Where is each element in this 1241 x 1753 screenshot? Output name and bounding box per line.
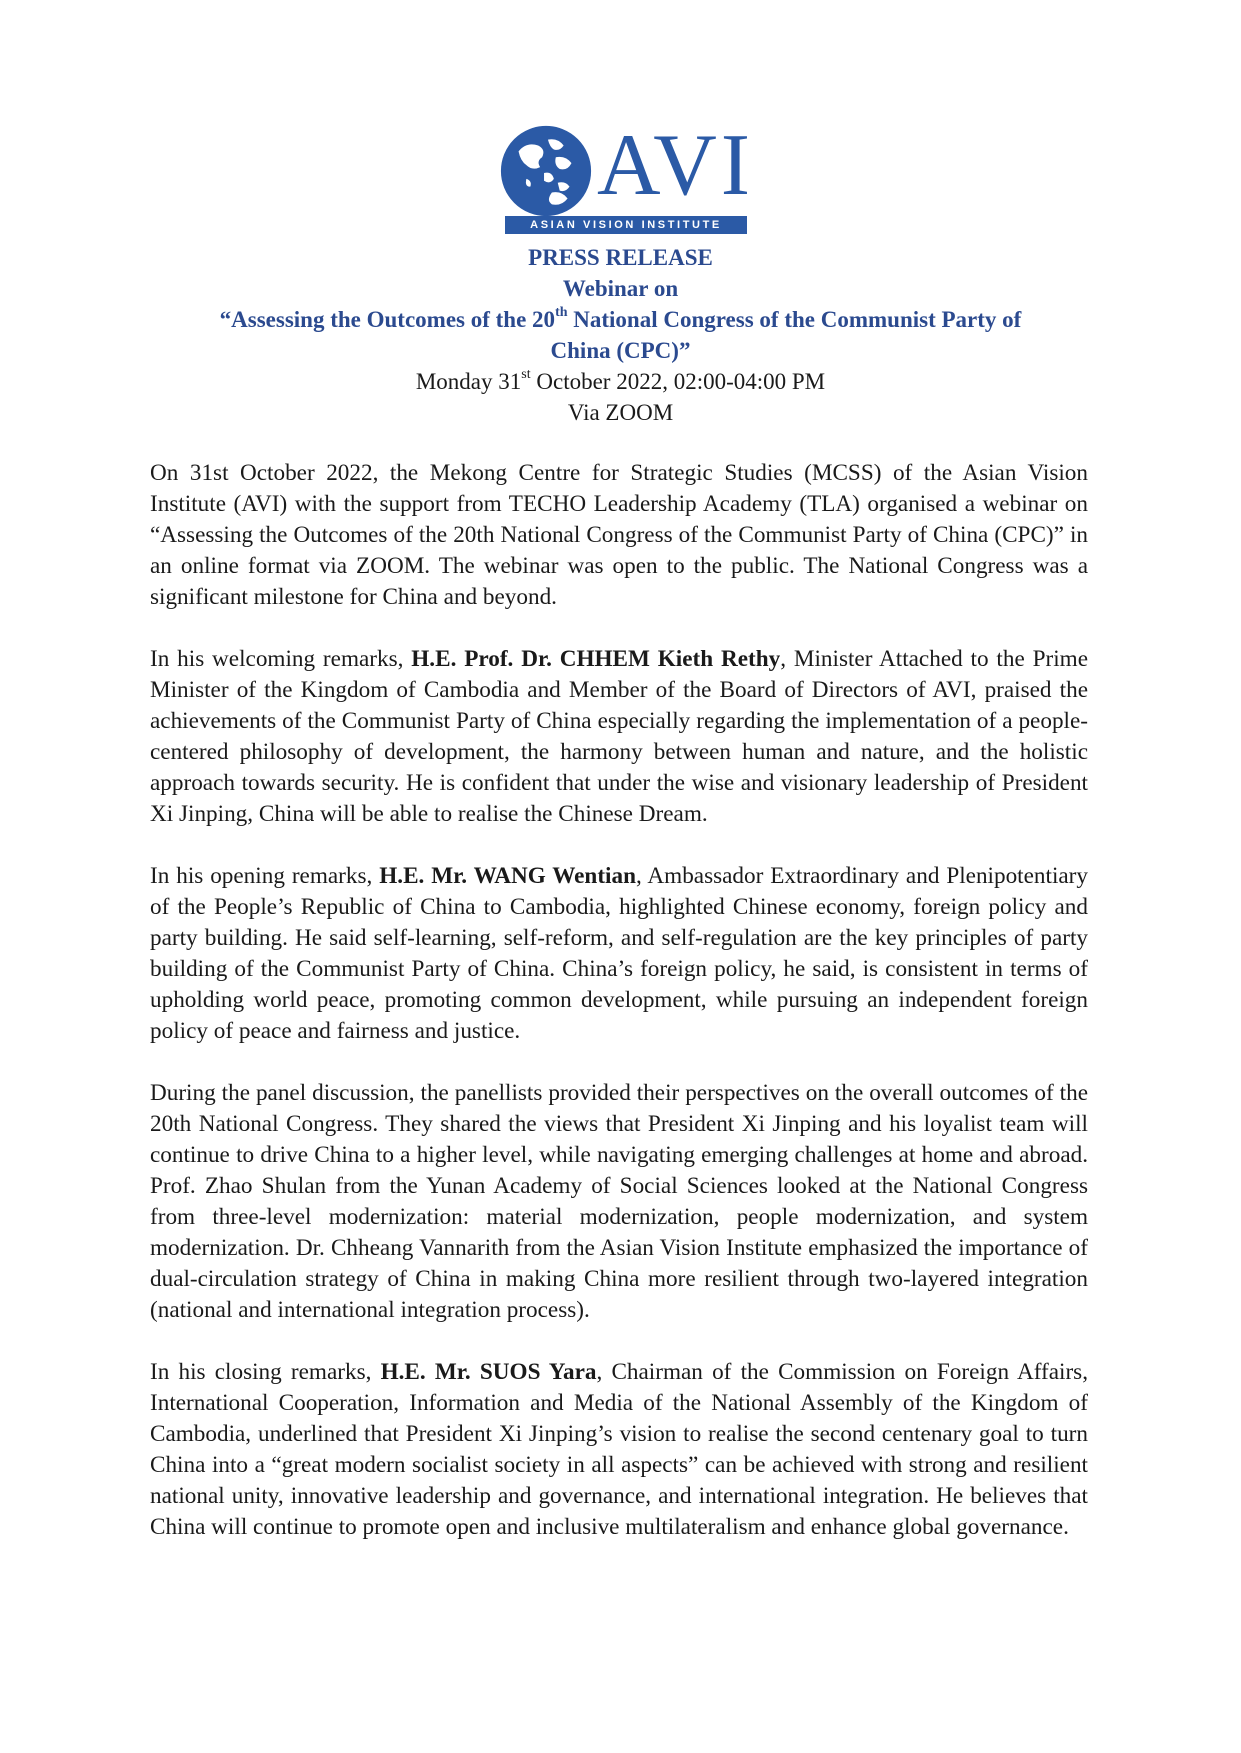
p5-text: , Chairman of the Commission on Foreign Affairs, International Cooperation, Information and Media of the National Assembly of the Kingdom of Cambodia, underlined that President Xi Jinping’s vision to realise the second centenary goal to turn China into a “great modern socialist society in all aspects” can be achieved with strong and resilient national unity, innovative leadership and governance, and international integration. He believes that China will continue to promote open and inclusive multilateralism and enhance global governance. <box>150 1359 1088 1540</box>
date-superscript: st <box>521 367 531 383</box>
event-type: Webinar on <box>562 276 679 301</box>
logo-subtitle: ASIAN VISION INSTITUTE <box>505 216 747 234</box>
p5-lead: In his closing remarks, <box>150 1359 381 1385</box>
avi-logo <box>497 117 755 231</box>
paragraph-panel-discussion: During the panel discussion, the panellists provided their perspectives on the overall outcomes of the 20th National Congress. They shared the views that President Xi Jinping and his loyalist team will continue to drive China to a higher level, while navigating emerging challenges at home and abroad. Prof. Zhao Shulan from the Yunan Academy of Social Sciences looked at the National Congress from three-level modernization: material modernization, people modernization, and system modernization. Dr. Chheang Vannarith from the Asian Vision Institute emphasized the importance of dual-circulation strategy of China in making China more resilient through two-layered integration (national and international integration process). <box>150 1080 1088 1323</box>
paragraph-intro: On 31st October 2022, the Mekong Centre for Strategic Studies (MCSS) of the Asian Vision Institute (AVI) with the support from TECHO Leadership Academy (TLA) organised a webinar on “Assessing the Outcomes of the 20th National Congress of the Communist Party of China (CPC)” in an online format via ZOOM. The webinar was open to the public. The National Congress was a significant milestone for China and beyond. <box>150 460 1088 610</box>
p2-lead: In his welcoming remarks, <box>150 646 412 672</box>
p2-text: , Minister Attached to the Prime Minister of the Kingdom of Cambodia and Member of the Board of Directors of AVI, praised the achievements of the Communist Party of China especially regarding the implementation of a people-centered philosophy of development, the harmony between human and nature, and the holistic approach towards security. He is confident that under the wise and visionary leadership of President Xi Jinping, China will be able to realise the Chinese Dream. <box>150 646 1088 827</box>
paragraph-opening-remarks <box>150 861 1088 1047</box>
event-date <box>100 366 1141 397</box>
p3-lead: In his opening remarks, <box>150 863 380 889</box>
event-title <box>100 304 1141 335</box>
title-part-2: National Congress of the Communist Party of <box>567 307 1022 332</box>
press-release-body <box>150 458 1088 1574</box>
speaker-chhem: H.E. Prof. Dr. CHHEM Kieth Rethy <box>411 646 781 672</box>
speaker-wang: H.E. Mr. WANG Wentian <box>379 863 636 889</box>
speaker-suos: H.E. Mr. SUOS Yara <box>380 1359 597 1385</box>
press-release-label: PRESS RELEASE <box>528 245 713 270</box>
p3-text: , Ambassador Extraordinary and Plenipotentiary of the People’s Republic of China to Cambodia, highlighted Chinese economy, foreign policy and party building. He said self-learning, self-reform, and self-regulation are the key principles of party building of the Communist Party of China. China’s foreign policy, he said, is consistent in terms of upholding world peace, promoting common development, while pursuing an independent foreign policy of peace and fairness and justice. <box>150 863 1088 1044</box>
logo-wordmark: AVI <box>597 117 755 214</box>
event-venue: Via ZOOM <box>567 400 674 425</box>
globe-icon <box>497 122 595 220</box>
event-title-line-2: China (CPC)” <box>550 338 691 363</box>
title-superscript: th <box>555 305 568 321</box>
paragraph-welcoming-remarks <box>150 644 1088 830</box>
paragraph-closing-remarks <box>150 1357 1088 1543</box>
press-release-header <box>100 242 1141 428</box>
title-part-1: “Assessing the Outcomes of the 20 <box>219 307 556 332</box>
date-part-1: Monday 31 <box>415 369 522 394</box>
date-part-2: October 2022, 02:00-04:00 PM <box>530 369 826 394</box>
